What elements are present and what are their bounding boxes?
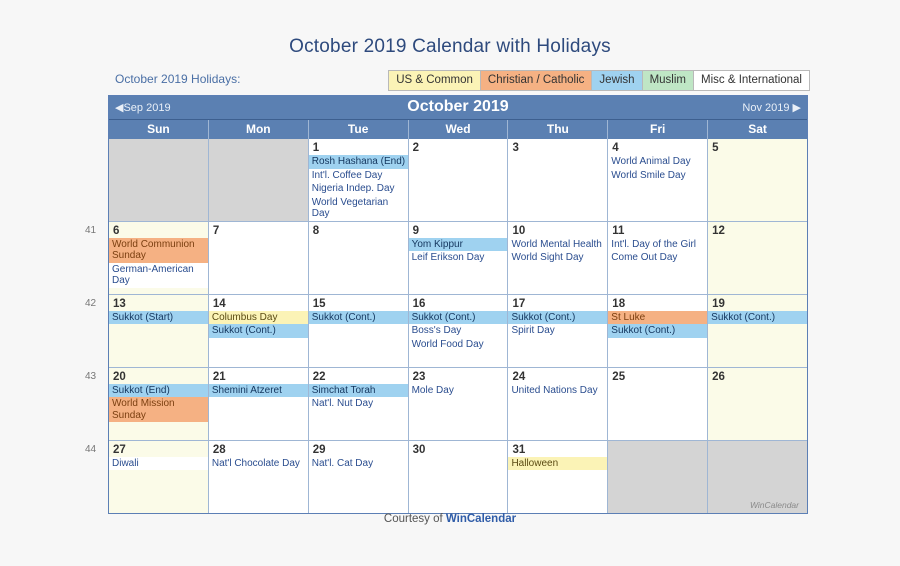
event-label: Nat'l. Nut Day [309,397,408,411]
day-number: 20 [113,370,126,383]
week-row [85,440,807,513]
legend-item-0[interactable]: US & Common [388,70,481,91]
calendar-cell-16[interactable] [409,295,509,367]
watermark: WinCalendar [749,499,799,510]
dow-thu: Thu [508,120,608,139]
day-number: 8 [312,224,320,237]
calendar-cell-24[interactable] [508,368,608,440]
calendar-cell-2[interactable] [409,139,509,221]
calendar-header [109,96,807,120]
calendar-cell-6[interactable] [109,222,209,294]
day-number: 4 [612,142,619,154]
calendar-cell-14[interactable] [209,295,309,367]
event-label: Sukkot (Start) [109,311,208,325]
calendar-cell-8[interactable] [309,222,409,294]
event-label: Come Out Day [608,251,707,265]
dow-tue: Tue [309,120,409,139]
calendar-cell-25[interactable] [608,368,708,440]
calendar-cell-11[interactable] [608,222,708,294]
legend-item-2[interactable]: Jewish [591,70,642,91]
dow-sun: Sun [109,120,209,139]
calendar-cell-7[interactable] [209,222,309,294]
day-number: 28 [212,443,226,456]
day-number: 29 [312,443,326,456]
event-label: Nat'l Chocolate Day [209,457,308,471]
event-label: Sukkot (Cont.) [409,311,508,325]
event-label: Sukkot (Cont.) [309,311,408,325]
event-label: World Food Day [409,338,508,352]
calendar-cell-30[interactable] [409,441,509,513]
calendar-cell-19[interactable] [708,295,807,367]
day-number: 18 [612,297,626,310]
day-number: 14 [212,297,226,310]
day-number: 11 [612,224,625,237]
week-row [85,367,807,440]
week-number: 42 [85,297,97,309]
day-number: 7 [212,224,220,237]
day-number: 1 [312,142,320,154]
day-number: 10 [512,224,526,237]
event-label: World Vegetarian Day [309,196,408,221]
calendar-cell-empty [608,441,708,513]
day-number: 19 [712,297,725,310]
calendar-cell-26[interactable] [708,368,807,440]
event-label: Sukkot (Cont.) [708,311,807,325]
day-number: 26 [712,370,725,383]
dow-wed: Wed [409,120,509,139]
day-number: 5 [712,142,719,154]
event-label: Shemini Atzeret [209,384,308,398]
day-number: 13 [113,297,126,310]
day-of-week-row [109,120,807,139]
event-label: Diwali [109,457,208,471]
event-label: Sukkot (End) [109,384,208,398]
calendar-cell-21[interactable] [209,368,309,440]
week-row [109,139,807,221]
dow-sat: Sat [748,122,767,136]
event-label: Leif Erikson Day [409,251,508,265]
event-label: World Mission Sunday [109,397,208,422]
calendar-cell-3[interactable] [508,139,608,221]
event-label: Sukkot (Cont.) [508,311,607,325]
week-row [85,221,807,294]
day-number: 16 [412,297,426,310]
event-label: Nat'l. Cat Day [309,457,408,471]
calendar-cell-12[interactable] [708,222,807,294]
day-number: 23 [412,370,426,383]
dow-fri: Fri [608,120,708,139]
event-label: Nigeria Indep. Day [309,182,408,196]
legend-item-3[interactable]: Muslim [642,70,694,91]
footer-prefix: Courtesy of [383,513,446,525]
calendar-cell-1[interactable] [309,139,409,221]
event-label: World Smile Day [608,169,707,183]
day-number: 6 [113,224,120,237]
day-number: 24 [512,370,526,383]
legend-label: October 2019 Holidays: [115,72,241,86]
event-label: World Mental Health [508,238,607,252]
calendar-cell-13[interactable] [109,295,209,367]
legend-item-1[interactable]: Christian / Catholic [480,70,593,91]
calendar-cell-empty [209,139,309,221]
event-label: World Animal Day [608,155,707,169]
footer-credit [0,513,900,525]
calendar-cell-31[interactable] [508,441,608,513]
footer-brand: WinCalendar [445,513,517,525]
week-row [85,294,807,367]
weeks-container [85,139,807,513]
day-number: 2 [412,142,419,154]
event-label: Columbus Day [209,311,308,325]
event-label: Spirit Day [508,324,607,338]
calendar-cell-22[interactable] [309,368,409,440]
event-label: World Sight Day [508,251,607,265]
page-title: October 2019 Calendar with Holidays [289,36,611,57]
week-number: 41 [85,224,97,236]
calendar-table [85,95,808,514]
calendar-cell-23[interactable] [409,368,509,440]
event-label: Boss's Day [409,324,508,338]
event-label: Sukkot (Cont.) [209,324,308,338]
event-label: Mole Day [409,384,508,398]
week-number: 44 [85,443,97,455]
day-number: 15 [312,297,326,310]
day-number: 3 [512,142,519,154]
event-label: St Luke [608,311,707,325]
calendar-cell-20[interactable] [109,368,209,440]
event-label: United Nations Day [508,384,607,398]
calendar-cell-empty [109,139,209,221]
event-label: Simchat Torah [309,384,408,398]
event-label: Yom Kippur [409,238,508,252]
calendar-cell-29[interactable] [309,441,409,513]
day-number: 17 [512,297,526,310]
event-label: Rosh Hashana (End) [309,155,408,169]
calendar-cell-5[interactable] [708,139,807,221]
event-label: Int'l. Day of the Girl [608,238,707,252]
calendar-cell-9[interactable] [409,222,509,294]
calendar-cell-17[interactable] [508,295,608,367]
calendar-cell-18[interactable] [608,295,708,367]
day-number: 25 [612,370,626,383]
legend-item-4[interactable]: Misc & International [693,70,810,91]
event-label: Sukkot (Cont.) [608,324,707,338]
legend [110,70,810,92]
day-number: 12 [712,224,725,237]
calendar-cell-10[interactable] [508,222,608,294]
month-title: October 2019 [407,98,509,115]
legend-items [389,70,810,91]
week-number: 43 [85,370,97,382]
event-label: Int'l. Coffee Day [309,169,408,183]
day-number: 9 [412,224,419,237]
calendar-cell-4[interactable] [608,139,708,221]
day-number: 27 [113,443,126,456]
day-number: 21 [212,370,226,383]
day-number: 31 [512,443,526,456]
calendar-cell-15[interactable] [309,295,409,367]
day-number: 30 [412,443,426,456]
calendar-cell-28[interactable] [209,441,309,513]
calendar-cell-27[interactable] [109,441,209,513]
event-label: Halloween [508,457,607,471]
event-label: German-American Day [109,263,208,288]
next-month-link[interactable]: Nov 2019 ▶ [742,102,801,114]
dow-mon: Mon [209,120,309,139]
prev-month-link[interactable]: ◀Sep 2019 [115,102,171,114]
event-label: World Communion Sunday [109,238,208,263]
day-number: 22 [312,370,326,383]
